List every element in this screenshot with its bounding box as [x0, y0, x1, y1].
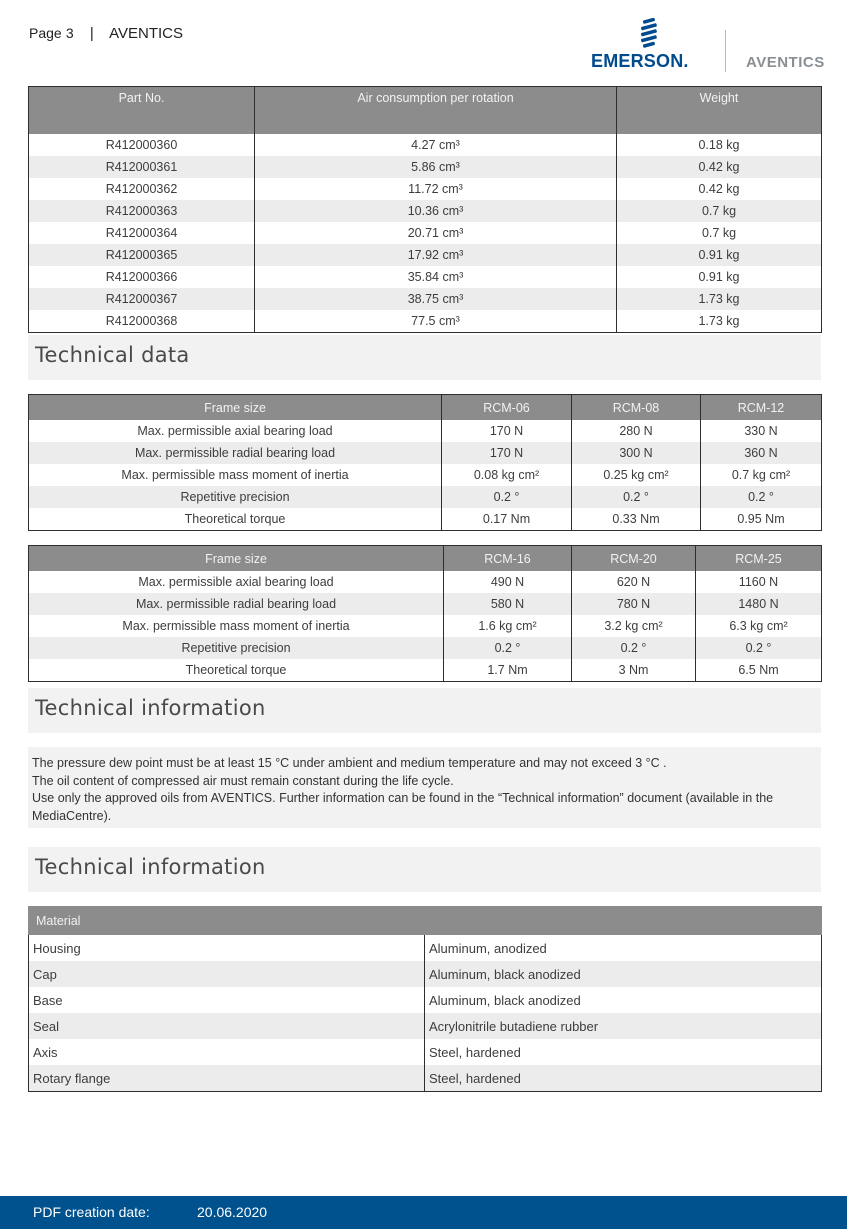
value-cell: 0.33 Nm	[572, 508, 701, 531]
table-row	[29, 288, 822, 310]
value-cell: 330 N	[701, 420, 822, 442]
component-name: Cap	[29, 961, 425, 987]
table-row	[29, 1039, 822, 1065]
table-row	[29, 593, 822, 615]
component-material: Aluminum, black anodized	[425, 987, 822, 1013]
value-cell: 6.3 kg cm²	[696, 615, 822, 637]
col-header-weight: Weight	[617, 87, 822, 135]
part-number: R412000365	[29, 244, 255, 266]
section-technical-information-materials	[28, 847, 821, 892]
material-table	[28, 906, 822, 1092]
col-header-frame-size: Frame size	[29, 395, 442, 421]
col-header-rcm-12: RCM-12	[701, 395, 822, 421]
component-name: Seal	[29, 1013, 425, 1039]
property-label: Repetitive precision	[29, 637, 444, 659]
value-cell: 170 N	[442, 442, 572, 464]
table-row	[29, 178, 822, 200]
pdf-creation-date-value: 20.06.2020	[197, 1204, 268, 1220]
section-title: Technical information	[35, 696, 266, 720]
aventics-logo-text: AVENTICS	[746, 54, 825, 71]
value-cell: 0.25 kg cm²	[572, 464, 701, 486]
air-consumption: 11.72 cm³	[255, 178, 617, 200]
col-header-air-consumption: Air consumption per rotation	[255, 87, 617, 135]
component-name: Housing	[29, 935, 425, 962]
table-row	[29, 508, 822, 531]
value-cell: 0.08 kg cm²	[442, 464, 572, 486]
value-cell: 0.95 Nm	[701, 508, 822, 531]
page-label: Page	[29, 25, 62, 41]
value-cell: 0.7 kg cm²	[701, 464, 822, 486]
component-name: Axis	[29, 1039, 425, 1065]
component-material: Aluminum, black anodized	[425, 961, 822, 987]
parts-table	[28, 86, 822, 333]
table-row	[29, 961, 822, 987]
value-cell: 0.2 °	[701, 486, 822, 508]
value-cell: 0.2 °	[572, 486, 701, 508]
part-number: R412000367	[29, 288, 255, 310]
part-number: R412000368	[29, 310, 255, 333]
col-header-rcm-16: RCM-16	[444, 546, 572, 572]
weight: 0.18 kg	[617, 134, 822, 156]
table-row	[29, 615, 822, 637]
weight: 0.7 kg	[617, 222, 822, 244]
value-cell: 490 N	[444, 571, 572, 593]
value-cell: 280 N	[572, 420, 701, 442]
table-row	[29, 464, 822, 486]
property-label: Max. permissible radial bearing load	[29, 442, 442, 464]
weight: 0.91 kg	[617, 266, 822, 288]
component-name: Base	[29, 987, 425, 1013]
table-row	[29, 1065, 822, 1092]
section-technical-information	[28, 688, 821, 733]
component-material: Steel, hardened	[425, 1039, 822, 1065]
table-row	[29, 571, 822, 593]
table-header-row	[29, 395, 822, 421]
value-cell: 1480 N	[696, 593, 822, 615]
weight: 0.7 kg	[617, 200, 822, 222]
value-cell: 170 N	[442, 420, 572, 442]
part-number: R412000364	[29, 222, 255, 244]
part-number: R412000360	[29, 134, 255, 156]
emerson-logo-icon	[638, 18, 660, 48]
part-number: R412000363	[29, 200, 255, 222]
value-cell: 3.2 kg cm²	[572, 615, 696, 637]
air-consumption: 20.71 cm³	[255, 222, 617, 244]
col-header-rcm-25: RCM-25	[696, 546, 822, 572]
table-row	[29, 156, 822, 178]
value-cell: 780 N	[572, 593, 696, 615]
value-cell: 360 N	[701, 442, 822, 464]
air-consumption: 10.36 cm³	[255, 200, 617, 222]
value-cell: 0.2 °	[572, 637, 696, 659]
part-number: R412000362	[29, 178, 255, 200]
table-row	[29, 244, 822, 266]
weight: 0.42 kg	[617, 178, 822, 200]
component-material: Aluminum, anodized	[425, 935, 822, 962]
property-label: Max. permissible mass moment of inertia	[29, 464, 442, 486]
air-consumption: 77.5 cm³	[255, 310, 617, 333]
section-title: Technical data	[35, 343, 190, 367]
table-row	[29, 486, 822, 508]
value-cell: 0.2 °	[696, 637, 822, 659]
info-line: The pressure dew point must be at least 15 °C under ambient and medium temperature and may not exceed 3 °C .	[32, 756, 667, 770]
col-header-frame-size: Frame size	[29, 546, 444, 572]
property-label: Theoretical torque	[29, 659, 444, 682]
col-header-part-no: Part No.	[29, 87, 255, 135]
info-line: Use only the approved oils from AVENTICS. Further information can be found in the “Technical information” document (available in the MediaCentre).	[32, 791, 774, 823]
value-cell: 300 N	[572, 442, 701, 464]
value-cell: 580 N	[444, 593, 572, 615]
weight: 1.73 kg	[617, 288, 822, 310]
table-row	[29, 222, 822, 244]
value-cell: 0.17 Nm	[442, 508, 572, 531]
table-row	[29, 134, 822, 156]
table-row	[29, 637, 822, 659]
col-header-material: Material	[29, 907, 822, 935]
value-cell: 1160 N	[696, 571, 822, 593]
value-cell: 1.7 Nm	[444, 659, 572, 682]
table-header-row	[29, 907, 822, 935]
component-material: Acrylonitrile butadiene rubber	[425, 1013, 822, 1039]
property-label: Max. permissible mass moment of inertia	[29, 615, 444, 637]
property-label: Max. permissible radial bearing load	[29, 593, 444, 615]
value-cell: 620 N	[572, 571, 696, 593]
part-number: R412000366	[29, 266, 255, 288]
property-label: Max. permissible axial bearing load	[29, 420, 442, 442]
page-header	[29, 25, 183, 42]
table-row	[29, 200, 822, 222]
table-row	[29, 442, 822, 464]
component-material: Steel, hardened	[425, 1065, 822, 1092]
property-label: Theoretical torque	[29, 508, 442, 531]
table-header-row	[29, 546, 822, 572]
spec-table-large-sizes	[28, 545, 822, 682]
page-number: 3	[65, 25, 74, 41]
pdf-creation-date-label: PDF creation date:	[33, 1204, 150, 1220]
table-row	[29, 310, 822, 333]
section-title: Technical information	[35, 855, 266, 879]
info-line: The oil content of compressed air must remain constant during the life cycle.	[32, 773, 454, 788]
component-name: Rotary flange	[29, 1065, 425, 1092]
value-cell: 6.5 Nm	[696, 659, 822, 682]
value-cell: 0.2 °	[444, 637, 572, 659]
table-row	[29, 659, 822, 682]
weight: 0.91 kg	[617, 244, 822, 266]
air-consumption: 5.86 cm³	[255, 156, 617, 178]
air-consumption: 38.75 cm³	[255, 288, 617, 310]
air-consumption: 35.84 cm³	[255, 266, 617, 288]
property-label: Repetitive precision	[29, 486, 442, 508]
col-header-rcm-06: RCM-06	[442, 395, 572, 421]
weight: 0.42 kg	[617, 156, 822, 178]
table-row	[29, 1013, 822, 1039]
col-header-rcm-20: RCM-20	[572, 546, 696, 572]
col-header-rcm-08: RCM-08	[572, 395, 701, 421]
table-row	[29, 266, 822, 288]
weight: 1.73 kg	[617, 310, 822, 333]
header-brand: AVENTICS	[109, 25, 183, 42]
table-row	[29, 935, 822, 962]
table-row	[29, 420, 822, 442]
spec-table-small-sizes	[28, 394, 822, 531]
table-header-row	[29, 87, 822, 135]
property-label: Max. permissible axial bearing load	[29, 571, 444, 593]
value-cell: 1.6 kg cm²	[444, 615, 572, 637]
value-cell: 3 Nm	[572, 659, 696, 682]
emerson-logo-text: EMERSON.	[591, 51, 689, 71]
air-consumption: 4.27 cm³	[255, 134, 617, 156]
logo-divider	[725, 30, 726, 72]
air-consumption: 17.92 cm³	[255, 244, 617, 266]
value-cell: 0.2 °	[442, 486, 572, 508]
company-logo	[588, 18, 843, 74]
technical-information-text	[28, 747, 821, 828]
part-number: R412000361	[29, 156, 255, 178]
header-separator: |	[89, 25, 94, 42]
page-footer	[0, 1196, 847, 1229]
table-row	[29, 987, 822, 1013]
section-technical-data	[28, 335, 821, 380]
